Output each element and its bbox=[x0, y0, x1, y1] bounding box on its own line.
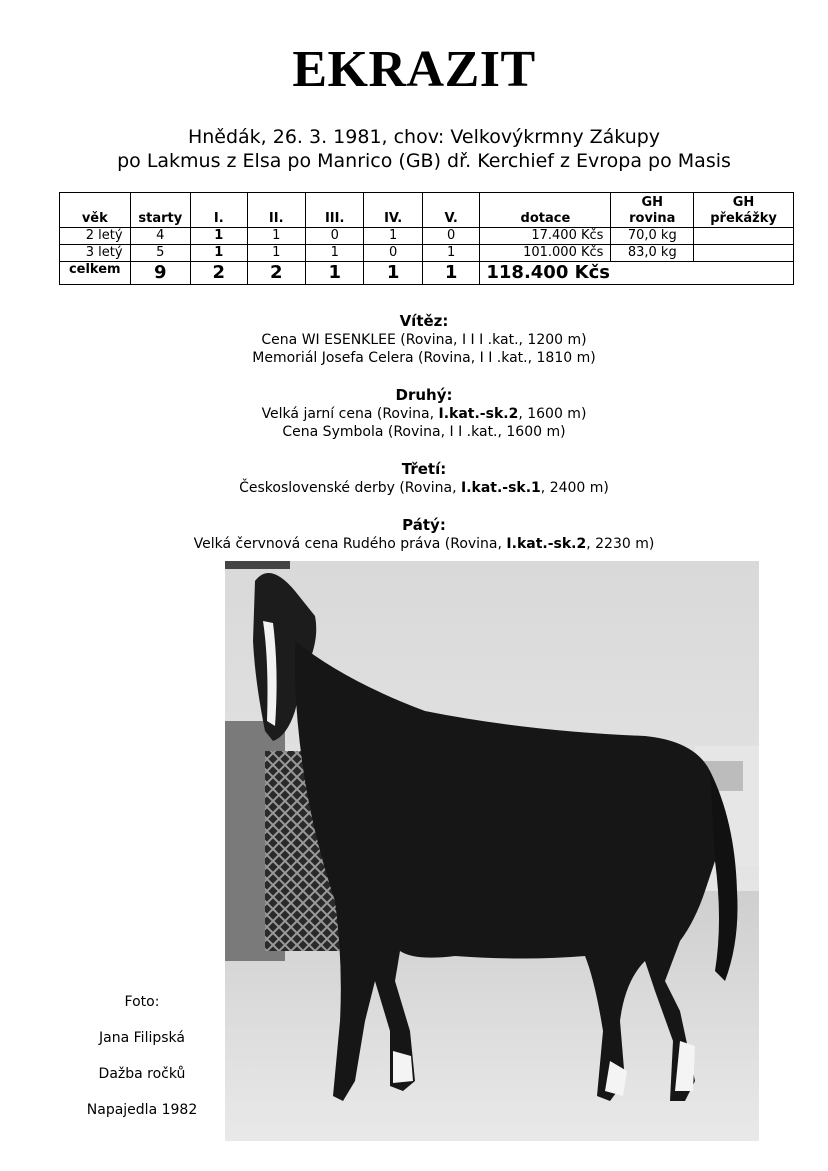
total-first: 2 bbox=[191, 262, 247, 285]
photo-credit bbox=[78, 993, 206, 1137]
table-header-row bbox=[60, 193, 794, 228]
cell-third: 1 bbox=[305, 245, 363, 262]
results-heading-second: Druhý: bbox=[395, 386, 453, 404]
col-header-starts: starty bbox=[130, 193, 190, 228]
race-category: I.kat.-sk.1 bbox=[460, 480, 541, 496]
result-line: Cena Symbola (Rovina, I I .kat., 1600 m) bbox=[282, 424, 566, 440]
cell-fourth: 1 bbox=[364, 228, 422, 245]
cell-gh-flat: 70,0 kg bbox=[611, 228, 694, 245]
cell-age: 2 letý bbox=[60, 228, 131, 245]
result-line bbox=[0, 535, 828, 553]
total-fifth: 1 bbox=[422, 262, 479, 285]
horse-photo bbox=[225, 561, 759, 1141]
cell-first: 1 bbox=[191, 245, 247, 262]
horse-pedigree: po Lakmus z Elsa po Manrico (GB) dř. Kerchief z Evropa po Masis bbox=[117, 150, 731, 172]
race-statistics-table bbox=[59, 192, 794, 285]
col-header-age: věk bbox=[60, 193, 131, 228]
gh-label: GH bbox=[732, 195, 755, 210]
race-category: I.kat.-sk.2 bbox=[438, 406, 519, 422]
col-header-third: III. bbox=[305, 193, 363, 228]
total-label: celkem bbox=[60, 262, 131, 285]
cell-starts: 4 bbox=[130, 228, 190, 245]
race-results bbox=[0, 312, 828, 572]
total-third: 1 bbox=[305, 262, 363, 285]
jumps-label: překážky bbox=[710, 211, 777, 226]
horse-description: Hnědák, 26. 3. 1981, chov: Velkovýkrmny Zákupy bbox=[187, 126, 661, 148]
col-header-first: I. bbox=[191, 193, 247, 228]
cell-age: 3 letý bbox=[60, 245, 131, 262]
credit-place-year: Napajedla 1982 bbox=[86, 1102, 198, 1118]
results-fifth bbox=[0, 516, 828, 553]
cell-second: 1 bbox=[247, 228, 305, 245]
result-text: Velká červnová cena Rudého práva (Rovina, bbox=[193, 536, 507, 552]
results-third bbox=[0, 460, 828, 497]
result-text: Československé derby (Rovina, bbox=[239, 480, 461, 496]
results-heading-third: Třetí: bbox=[401, 460, 447, 478]
cell-second: 1 bbox=[247, 245, 305, 262]
race-category: I.kat.-sk.2 bbox=[506, 536, 587, 552]
col-header-second: II. bbox=[247, 193, 305, 228]
credit-event: Dažba ročků bbox=[98, 1066, 186, 1082]
cell-gh-jumps bbox=[694, 228, 794, 245]
total-second: 2 bbox=[247, 262, 305, 285]
cell-third: 0 bbox=[305, 228, 363, 245]
cell-gh-flat: 83,0 kg bbox=[611, 245, 694, 262]
result-text: , 2400 m) bbox=[540, 480, 609, 496]
cell-fifth: 0 bbox=[422, 228, 479, 245]
total-starts: 9 bbox=[130, 262, 190, 285]
results-heading-winner: Vítěz: bbox=[399, 312, 449, 330]
table-total-row bbox=[60, 262, 794, 285]
page-title: EKRAZIT bbox=[292, 41, 536, 98]
result-text: Velká jarní cena (Rovina, bbox=[261, 406, 439, 422]
cell-prize-money: 17.400 Kčs bbox=[480, 228, 611, 245]
result-text: , 1600 m) bbox=[518, 406, 587, 422]
result-line: Memoriál Josefa Celera (Rovina, I I .kat., 1810 m) bbox=[252, 350, 596, 366]
col-header-gh-jumps bbox=[694, 193, 794, 228]
table-row bbox=[60, 245, 794, 262]
credit-label: Foto: bbox=[124, 994, 160, 1010]
total-fourth: 1 bbox=[364, 262, 422, 285]
flat-label: rovina bbox=[629, 211, 676, 226]
cell-fifth: 1 bbox=[422, 245, 479, 262]
total-prize-money: 118.400 Kčs bbox=[480, 262, 794, 285]
results-winner bbox=[0, 312, 828, 367]
result-text: , 2230 m) bbox=[586, 536, 655, 552]
cell-fourth: 0 bbox=[364, 245, 422, 262]
result-line: Cena WI ESENKLEE (Rovina, I I I .kat., 1200 m) bbox=[261, 332, 587, 348]
col-header-fourth: IV. bbox=[364, 193, 422, 228]
result-line bbox=[0, 479, 828, 497]
col-header-fifth: V. bbox=[422, 193, 479, 228]
cell-gh-jumps bbox=[694, 245, 794, 262]
credit-photographer: Jana Filipská bbox=[99, 1030, 185, 1046]
cell-first: 1 bbox=[191, 228, 247, 245]
cell-starts: 5 bbox=[130, 245, 190, 262]
col-header-prize-money: dotace bbox=[480, 193, 611, 228]
gh-label: GH bbox=[641, 195, 664, 210]
table-row bbox=[60, 228, 794, 245]
results-second bbox=[0, 386, 828, 441]
cell-prize-money: 101.000 Kčs bbox=[480, 245, 611, 262]
result-line bbox=[0, 405, 828, 423]
results-heading-fifth: Pátý: bbox=[402, 516, 446, 534]
col-header-gh-flat bbox=[611, 193, 694, 228]
